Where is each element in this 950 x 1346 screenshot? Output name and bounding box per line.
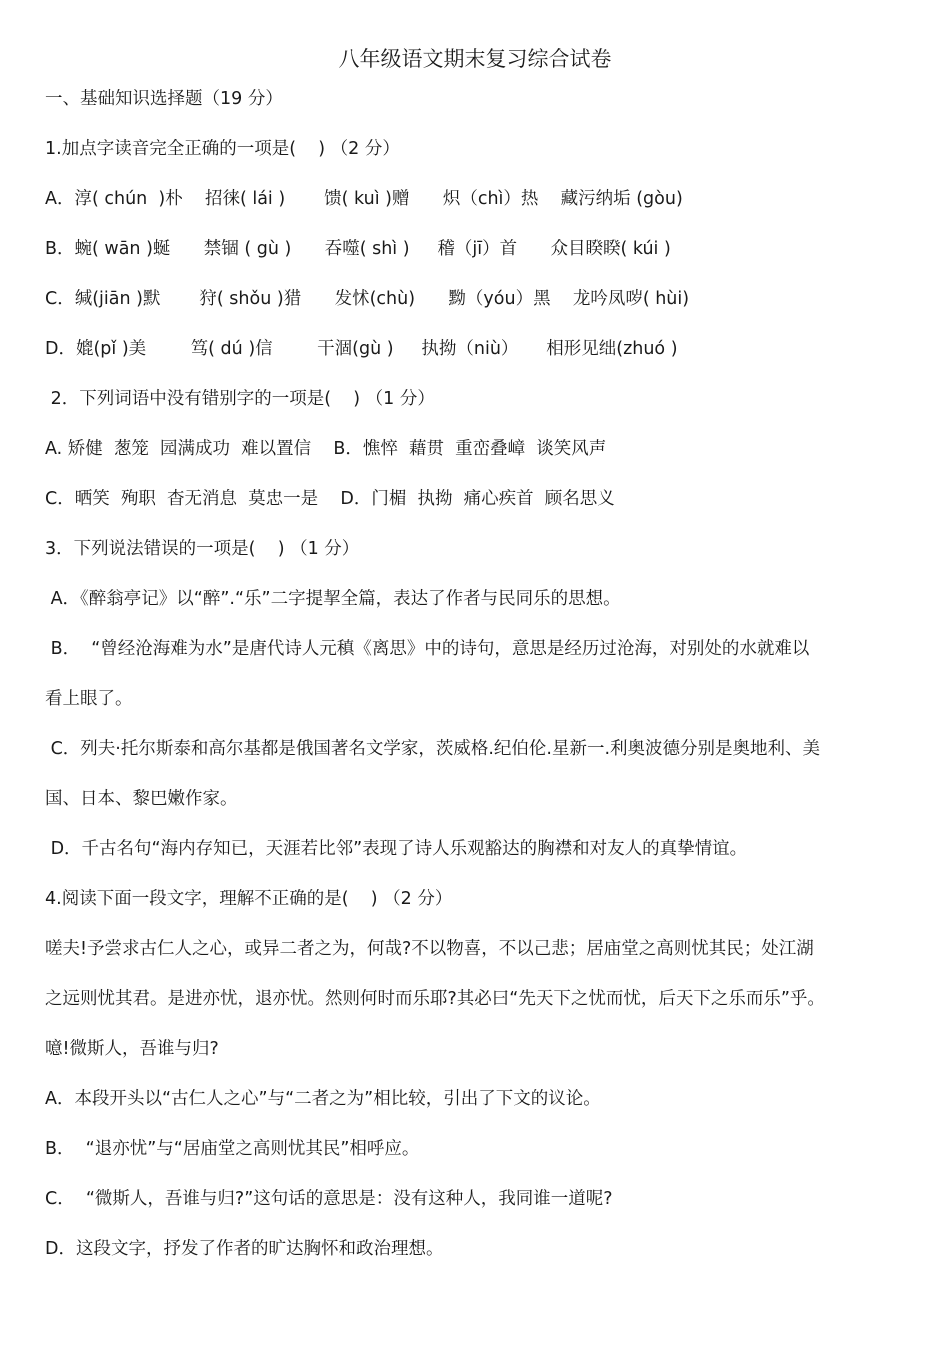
question-4-option-a: A．本段开头以“古仁人之心”与“二者之为”相比较，引出了下文的议论。	[45, 1089, 601, 1109]
question-4-option-d: D．这段文字，抒发了作者的旷达胸怀和政治理想。	[45, 1239, 444, 1259]
question-1-option-d: D．媲(pǐ )美 笃( dú )信 干涸(gù ) 执拗（niù） 相形见绌(zhuó )	[45, 339, 678, 359]
question-3-option-d: D．千古名句“海内存知已，天涯若比邻”表现了诗人乐观豁达的胸襟和对友人的真挚情谊。	[45, 839, 748, 859]
question-4-passage-line-2: 之远则忧其君。是进亦忧，退亦忧。然则何时而乐耶?其必曰“先天下之忧而忧，后天下之乐而乐”乎。	[45, 989, 825, 1009]
section-heading-basic-knowledge: 一、基础知识选择题（19 分）	[45, 89, 283, 109]
question-4-passage-line-3: 噫!微斯人，吾谁与归?	[45, 1039, 219, 1059]
question-2-options-a-b: A. 矫健 葱笼 园满成功 难以置信 B．憔悴 藉贯 重峦叠嶂 谈笑风声	[45, 439, 607, 459]
question-3-option-b: B． “曾经沧海难为水”是唐代诗人元稹《离思》中的诗句，意思是经历过沧海，对别处的水就难以	[45, 639, 810, 659]
question-3-option-a: A．《醉翁亭记》以“醉”.“乐”二字提挈全篇，表达了作者与民同乐的思想。	[45, 589, 621, 609]
question-4-option-b: B． “退亦忧”与“居庙堂之高则忧其民”相呼应。	[45, 1139, 420, 1159]
question-1-stem: 1.加点字读音完全正确的一项是( ) （2 分）	[45, 139, 400, 159]
question-3-option-c-continued: 国、日本、黎巴嫩作家。	[45, 789, 238, 809]
question-1-option-b: B．蜿( wān )蜒 禁锢 ( gù ) 吞噬( shì ) 稽（jī）首 众目睽睽( kúi )	[45, 239, 671, 259]
question-2-stem: 2．下列词语中没有错别字的一项是( ) （1 分）	[45, 389, 435, 409]
question-2-options-c-d: C．晒笑 殉职 杳无消息 莫忠一是 D．门楣 执拗 痛心疾首 顾名思义	[45, 489, 615, 509]
question-3-option-c: C．列夫·托尔斯泰和高尔基都是俄国著名文学家，茨威格.纪伯伦.星新一.利奥波德分别是奥地利、美	[45, 739, 821, 759]
question-3-stem: 3．下列说法错误的一项是( ) （1 分）	[45, 539, 360, 559]
question-4-option-c: C． “微斯人，吾谁与归?”这句话的意思是：没有这种人，我同谁一道呢?	[45, 1189, 613, 1209]
question-1-option-a: A．淳( chún )朴 招徕( lái ) 馈( kuì )赠 炽（chì）热 藏污纳垢 (gòu)	[45, 189, 683, 209]
question-3-option-b-continued: 看上眼了。	[45, 689, 133, 709]
page-title: 八年级语文期末复习综合试卷	[338, 47, 612, 71]
question-4-passage-line-1: 嗟夫!予尝求古仁人之心，或异二者之为，何哉?不以物喜，不以己悲；居庙堂之高则忧其民；处江湖	[45, 939, 814, 959]
question-4-stem: 4.阅读下面一段文字，理解不正确的是( ) （2 分）	[45, 889, 453, 909]
exam-content	[45, 84, 925, 1284]
question-1-option-c: C．缄(jiān )默 狩( shǒu )猎 发怵(chù) 黝（yóu）黑 龙吟凤哕( hùi)	[45, 289, 690, 309]
